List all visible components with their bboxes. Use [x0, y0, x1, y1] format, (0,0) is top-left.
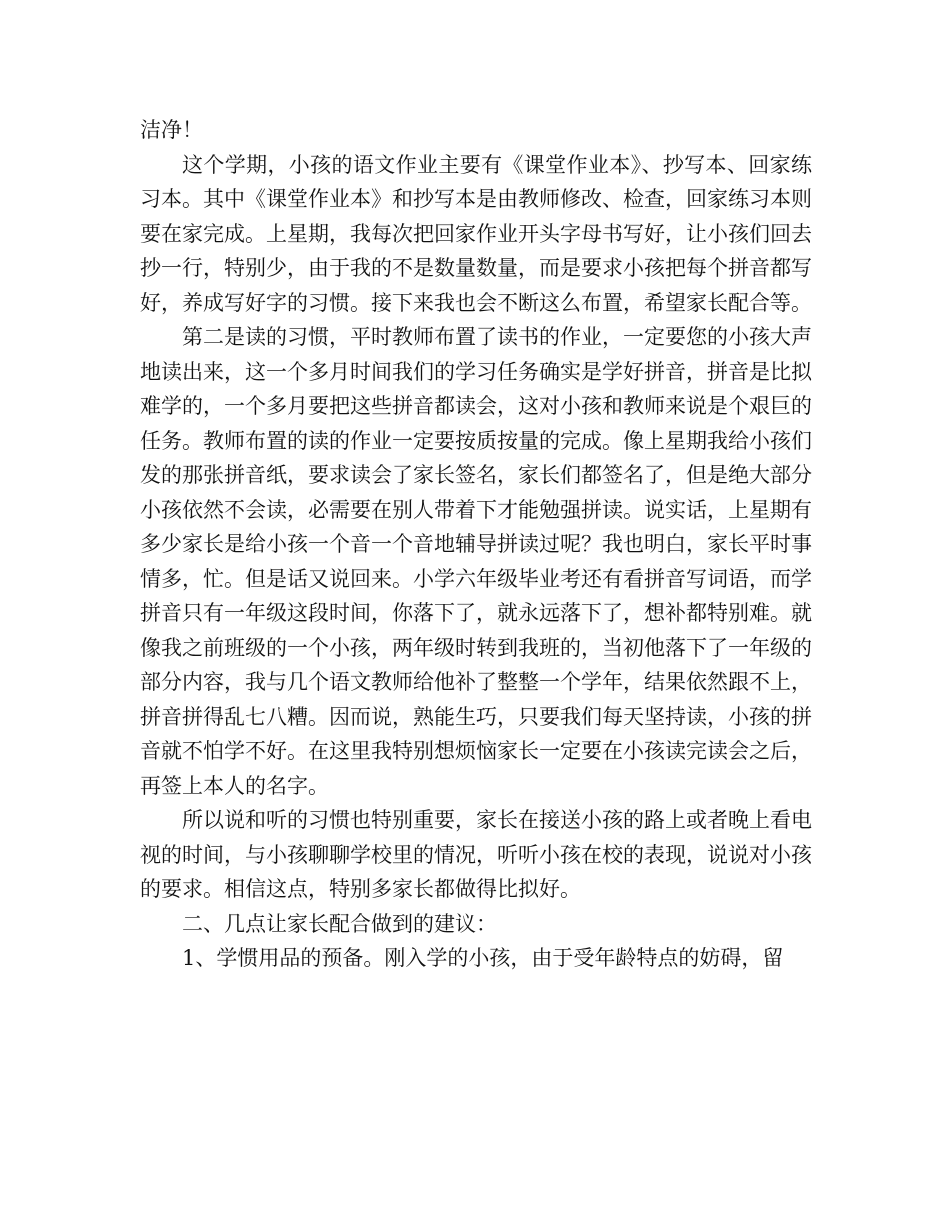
- paragraph-homework: 这个学期，小孩的语文作业主要有《课堂作业本》、抄写本、回家练习本。其中《课堂作业本》和抄写本是由教师修改、检查，回家练习本则要在家完成。上星期，我每次把回家作业开头字母书写好，让小孩们回去抄一行，特别少，由于我的不是数量数量，而是要求小孩把每个拼音都写好，养成写好字的习惯。接下来我也会不断这么布置，希望家长配合等。: [140, 152, 812, 315]
- paragraph-reading-habit: 第二是读的习惯，平时教师布置了读书的作业，一定要您的小孩大声地读出来，这一个多月时间我们的学习任务确实是学好拼音，拼音是比拟难学的，一个多月要把这些拼音都读会，这对小孩和教师来说是个艰巨的任务。教师布置的读的作业一定要按质按量的完成。像上星期我给小孩们发的那张拼音纸，要求读会了家长签名，家长们都签名了，但是绝大部分小孩依然不会读，必需要在别人带着下才能勉强拼读。说实话，上星期有多少家长是给小孩一个音一个音地辅导拼读过呢？我也明白，家长平时事情多，忙。但是话又说回来。小学六年级毕业考还有看拼音写词语，而学拼音只有一年级这段时间，你落下了，就永远落下了，想补都特别难。就像我之前班级的一个小孩，两年级时转到我班的，当初他落下了一年级的部分内容，我与几个语文教师给他补了整整一个学年，结果依然跟不上，拼音拼得乱七八糟。因而说，熟能生巧，只要我们每天坚持读，小孩的拼音就不怕学不好。在这里我特别想烦恼家长一定要在小孩读完读会之后，再签上本人的名字。: [140, 325, 812, 798]
- paragraph-continuation: 洁净！: [140, 118, 203, 142]
- paragraph-listening-habit: 所以说和听的习惯也特别重要，家长在接送小孩的路上或者晚上看电视的时间，与小孩聊聊学校里的情况，听听小孩在校的表现，说说对小孩的要求。相信这点，特别多家长都做得比拟好。: [140, 808, 812, 901]
- section-heading-suggestions: 二、几点让家长配合做到的建议：: [182, 911, 497, 936]
- document-body: [140, 113, 812, 976]
- paragraph-supplies: 1、学惯用品的预备。刚入学的小孩，由于受年龄特点的妨碍，留: [182, 946, 784, 970]
